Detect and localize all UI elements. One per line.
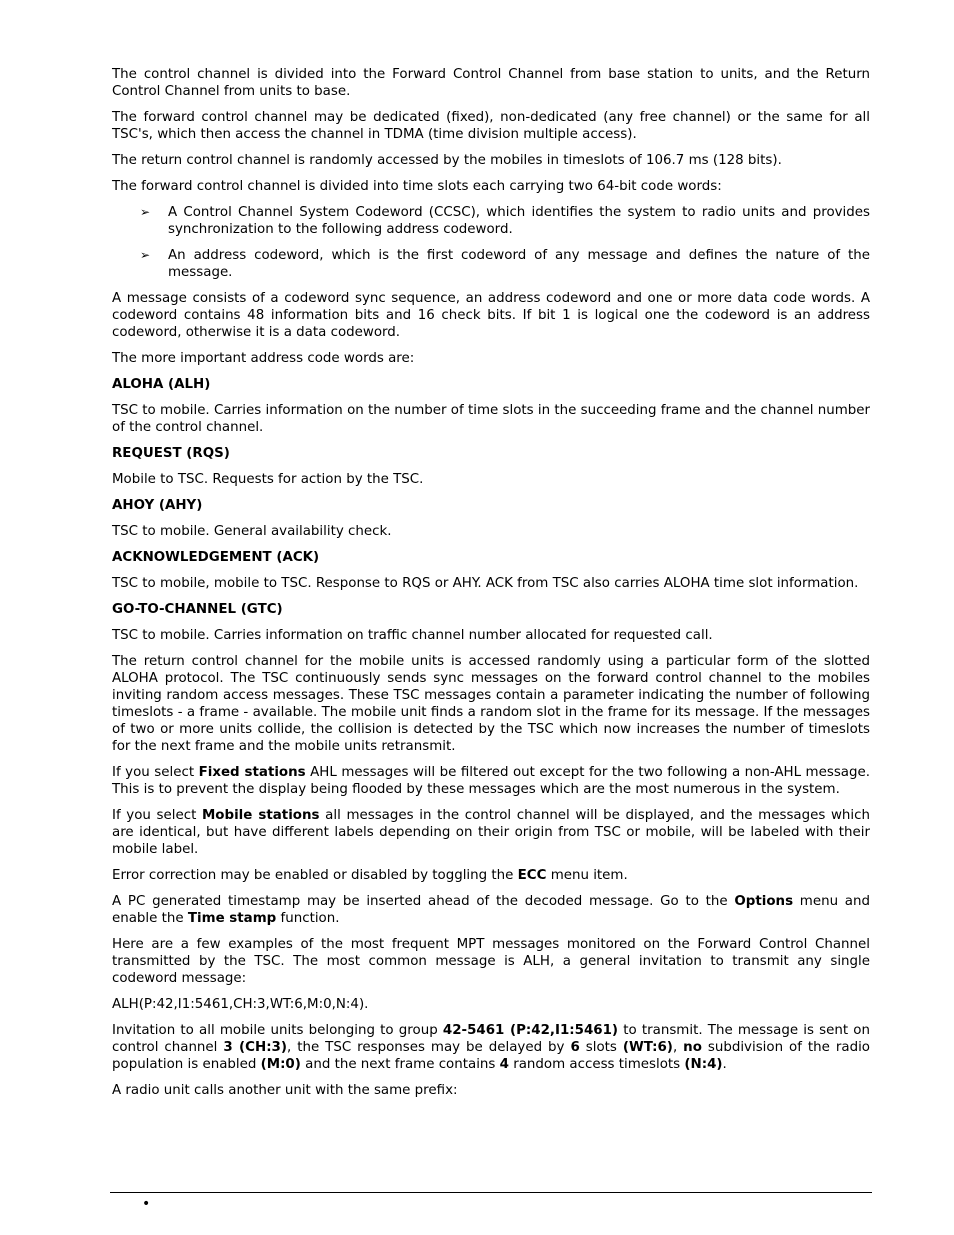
bold-term: Options	[734, 894, 794, 909]
list-item-text: An address codeword, which is the first codeword of any message and defines the nature of the message.	[168, 248, 870, 280]
text-run: to transmit. The message is sent on control channel	[112, 1023, 870, 1055]
bold-term: Time stamp	[187, 911, 277, 926]
bold-term: 6	[570, 1040, 580, 1055]
bold-term: Mobile stations	[201, 808, 320, 823]
heading-aloha: ALOHA (ALH)	[112, 377, 211, 392]
heading-request: REQUEST (RQS)	[112, 446, 230, 461]
paragraph-ecc	[112, 867, 870, 884]
bold-term: (M:0)	[260, 1057, 301, 1072]
paragraph-aloha-protocol: The return control channel for the mobile units is accessed randomly using a particular form of the slotted ALOHA protocol. The TSC continuously sends sync messages on the forward control channel to the mobiles inviting random access messages. These TSC messages contain a parameter indicating the number of following timeslots - a frame - available. The mobile unit finds a random slot in the frame for its message. If the messages of two or more units collide, the collision is detected by the TSC which now increases the number of timeslots for the next frame and the mobile units retransmit.	[112, 654, 870, 754]
paragraph-invitation	[112, 1022, 870, 1073]
codeword-list	[112, 204, 870, 281]
text-run: slots	[579, 1040, 623, 1055]
list-item	[140, 247, 870, 281]
heading-ahoy: AHOY (AHY)	[112, 498, 203, 513]
text-run: , the TSC responses may be delayed by	[286, 1040, 571, 1055]
bold-term: 4	[499, 1057, 509, 1072]
text-run: all messages in the control channel will be displayed, and the messages which are identical, but have different labels depending on their origin from TSC or mobile, will be labeled with their mobile label.	[112, 808, 870, 857]
paragraph-fixed-stations	[112, 764, 870, 798]
text-run: subdivision of the radio population is enabled	[112, 1040, 870, 1072]
paragraph-request: Mobile to TSC. Requests for action by the TSC.	[112, 472, 424, 487]
paragraph-go-to-channel: TSC to mobile. Carries information on traffic channel number allocated for requested call.	[112, 628, 713, 643]
footer-divider	[110, 1192, 872, 1193]
arrow-bullet-icon: ➢	[140, 205, 151, 219]
text-run: ,	[672, 1040, 684, 1055]
paragraph-address-intro: The more important address code words are:	[112, 351, 415, 366]
text-run: AHL messages will be filtered out except for the two following a non-AHL message. This is to prevent the display being flooded by these messages which are the most numerous in the system.	[112, 765, 870, 797]
paragraph-forward-slots: The forward control channel is divided into time slots each carrying two 64-bit code words:	[112, 179, 722, 194]
paragraph-aloha: TSC to mobile. Carries information on the number of time slots in the succeeding frame and the channel number of the control channel.	[112, 403, 870, 435]
paragraph-ahoy: TSC to mobile. General availability check.	[112, 524, 392, 539]
footer-bullet: •	[142, 1196, 151, 1212]
text-run: If you select	[112, 808, 202, 823]
heading-acknowledgement: ACKNOWLEDGEMENT (ACK)	[112, 550, 320, 565]
arrow-bullet-icon: ➢	[140, 248, 151, 262]
heading-go-to-channel: GO-TO-CHANNEL (GTC)	[112, 602, 283, 617]
paragraph-acknowledgement: TSC to mobile, mobile to TSC. Response to RQS or AHY. ACK from TSC also carries ALOHA time slot information.	[112, 576, 859, 591]
bold-term: 42-5461 (P:42,I1:5461)	[442, 1023, 619, 1038]
text-run: menu and enable the	[112, 894, 870, 926]
text-run: Error correction may be enabled or disabled by toggling the	[112, 868, 518, 883]
paragraph-examples: Here are a few examples of the most frequent MPT messages monitored on the Forward Control Channel transmitted by the TSC. The most common message is ALH, a general invitation to transmit any single codeword message:	[112, 937, 870, 986]
text-run: and the next frame contains	[300, 1057, 500, 1072]
text-run: If you select	[112, 765, 199, 780]
paragraph-control-channel: The control channel is divided into the Forward Control Channel from base station to units, and the Return Control Channel from units to base.	[112, 67, 870, 99]
list-item	[140, 204, 870, 238]
list-item-text: A Control Channel System Codeword (CCSC), which identifies the system to radio units and provides synchronization to the following address codeword.	[168, 205, 870, 237]
paragraph-return-timeslots: The return control channel is randomly accessed by the mobiles in timeslots of 106.7 ms (128 bits).	[112, 153, 782, 168]
paragraph-alh-example: ALH(P:42,I1:5461,CH:3,WT:6,M:0,N:4).	[112, 997, 369, 1012]
bold-term: no	[683, 1040, 702, 1055]
bold-term: (N:4)	[684, 1057, 723, 1072]
text-run: A PC generated timestamp may be inserted ahead of the decoded message. Go to the	[112, 894, 735, 909]
text-run: random access timeslots	[508, 1057, 685, 1072]
paragraph-message-structure: A message consists of a codeword sync sequence, an address codeword and one or more data code words. A codeword contains 48 information bits and 16 check bits. If bit 1 is logical one the codeword is an address codeword, otherwise it is a data codeword.	[112, 291, 870, 340]
text-run: Invitation to all mobile units belonging to group	[112, 1023, 443, 1038]
text-run: .	[722, 1057, 727, 1072]
text-run: menu item.	[546, 868, 628, 883]
paragraph-forward-dedicated: The forward control channel may be dedicated (fixed), non-dedicated (any free channel) or the same for all TSC's, which then access the channel in TDMA (time division multiple access).	[112, 110, 870, 142]
paragraph-timestamp	[112, 893, 870, 927]
bold-term: ECC	[517, 868, 547, 883]
paragraph-radio-call: A radio unit calls another unit with the same prefix:	[112, 1083, 458, 1098]
bold-term: (WT:6)	[622, 1040, 673, 1055]
text-run: function.	[276, 911, 340, 926]
paragraph-mobile-stations	[112, 807, 870, 858]
bold-term: Fixed stations	[198, 765, 306, 780]
document-body	[112, 66, 870, 1108]
bold-term: 3 (CH:3)	[223, 1040, 287, 1055]
